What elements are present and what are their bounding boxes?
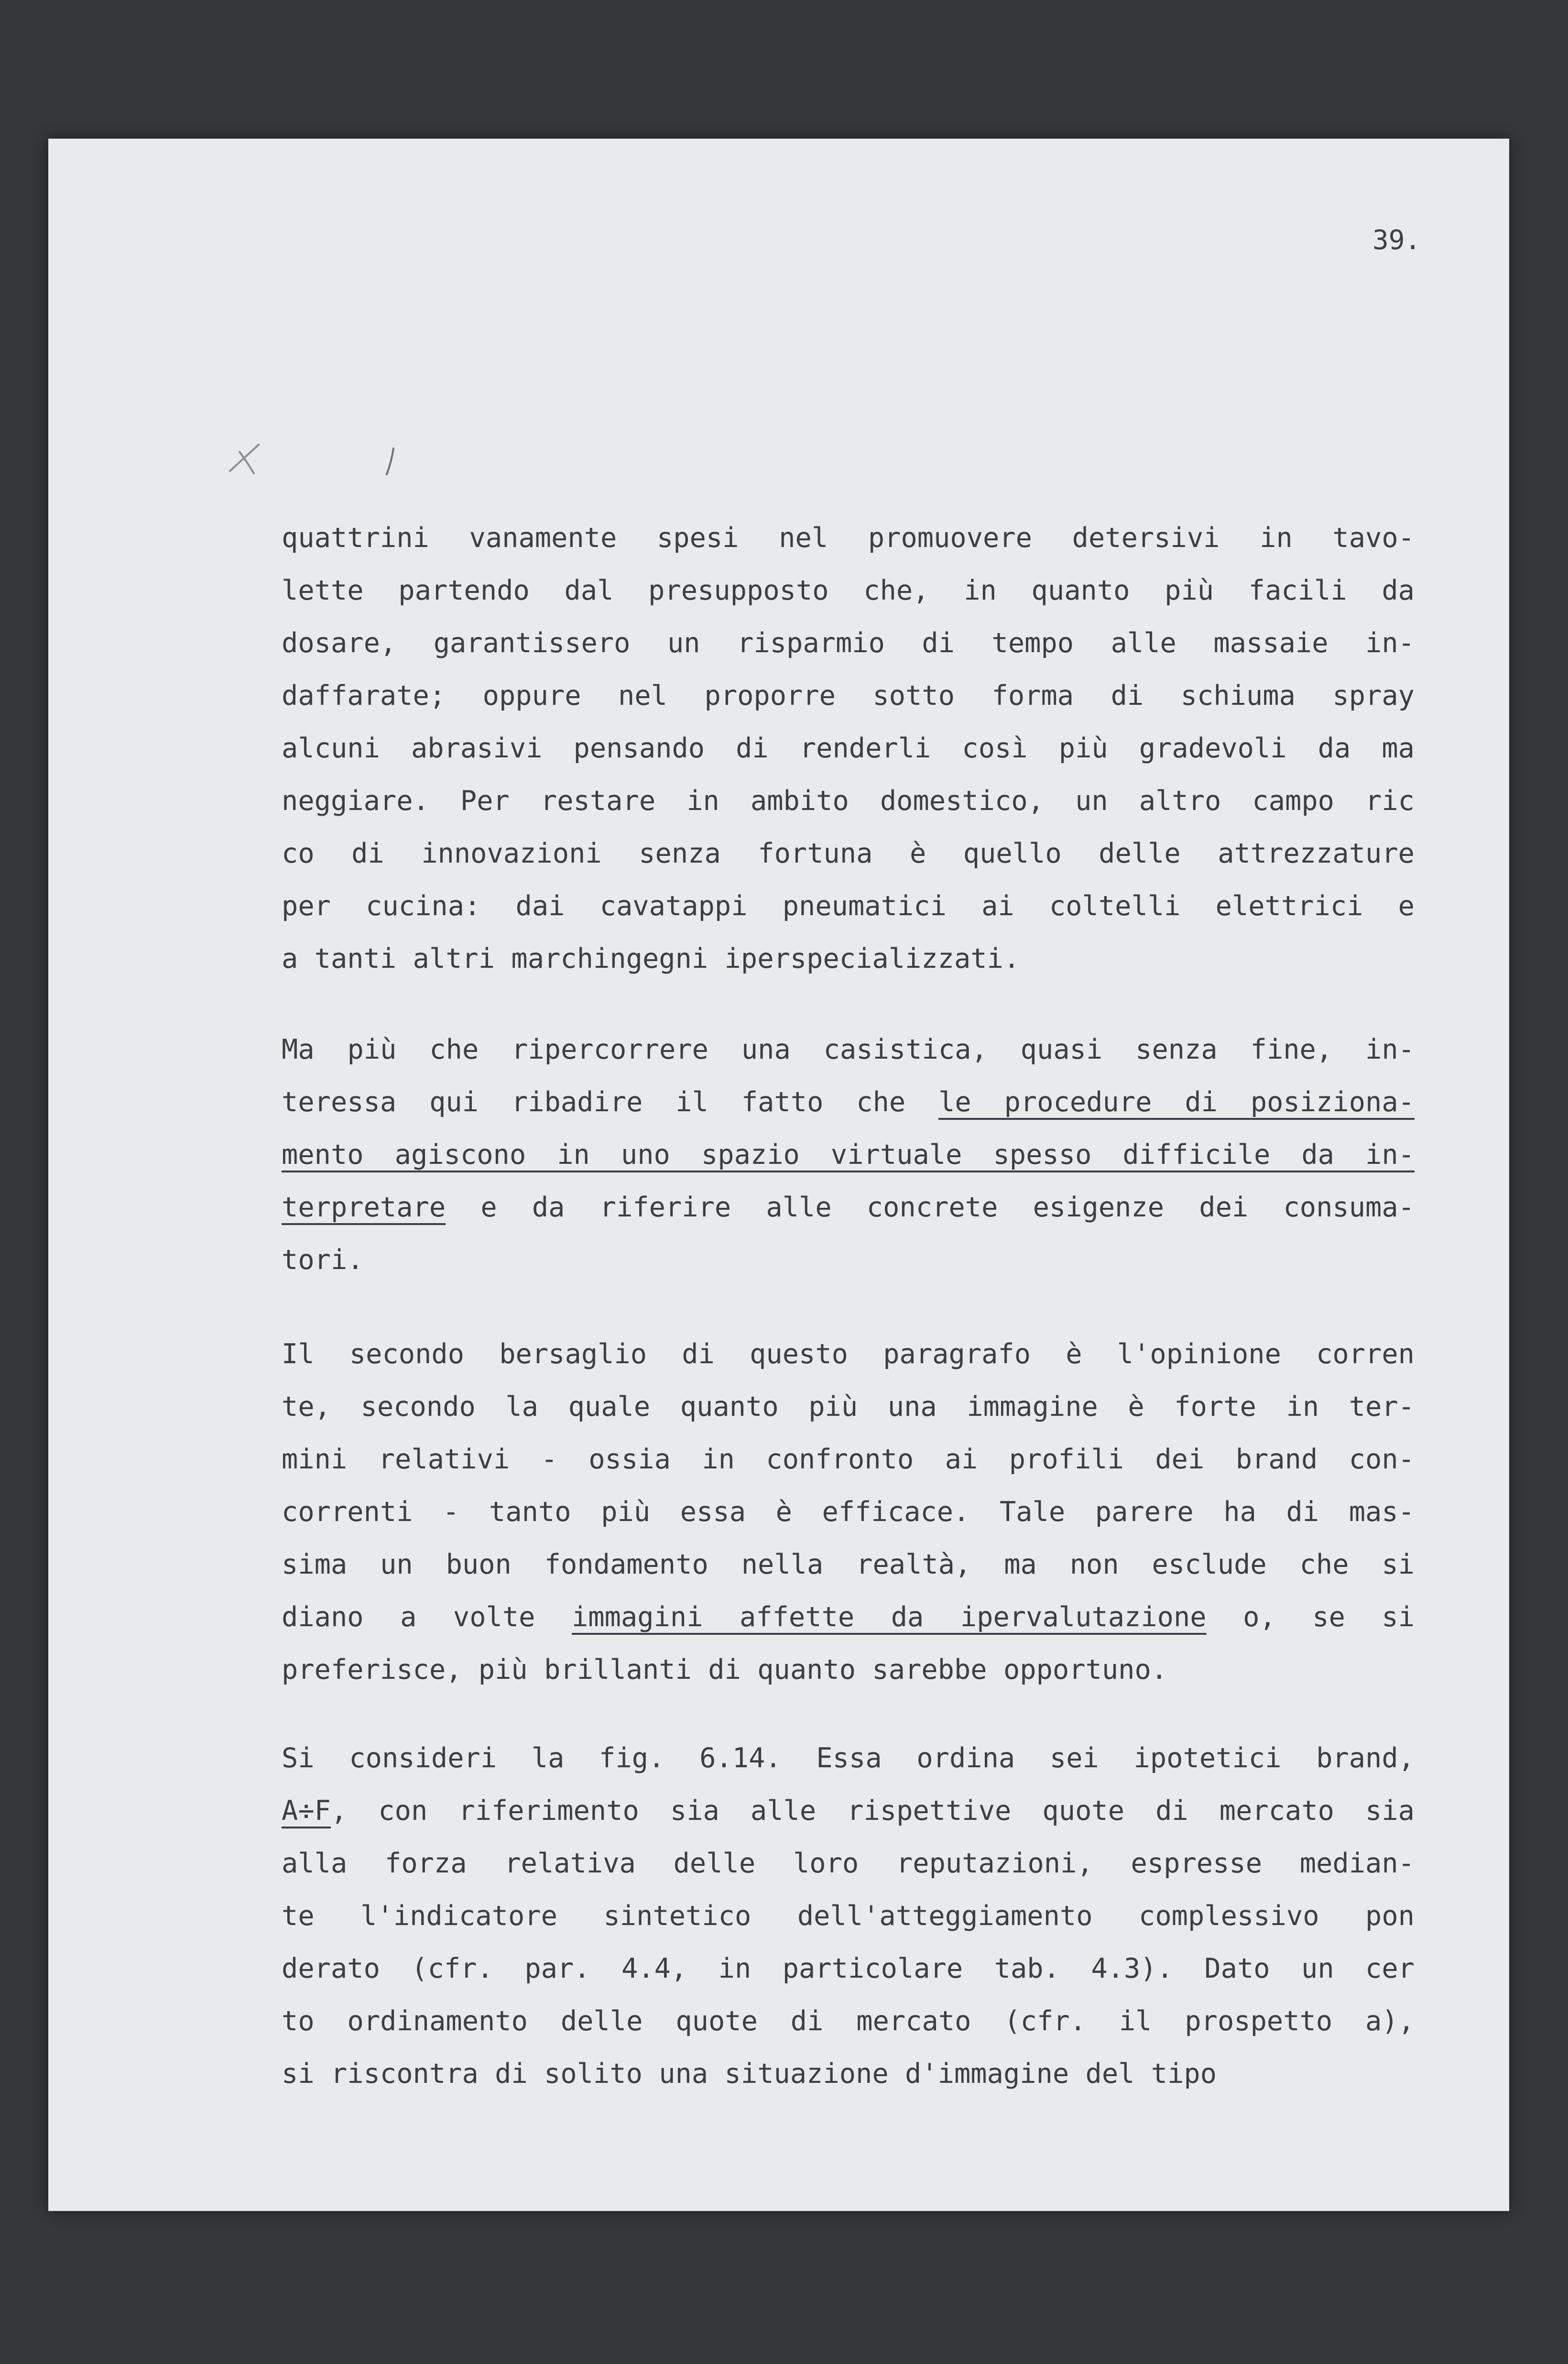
text-line: sima un buon fondamento nella realtà, ma non esclude che si — [282, 1549, 1415, 1580]
text-line — [282, 1076, 1415, 1128]
text-line: te l'indicatore sintetico dell'atteggiamento complessivo pon — [282, 1900, 1415, 1932]
paragraph-2 — [282, 1023, 1415, 1286]
text-line: neggiare. Per restare in ambito domestico, un altro campo ric — [282, 785, 1415, 817]
text-line — [282, 1181, 1415, 1234]
text-line: derato (cfr. par. 4.4, in particolare tab. 4.3). Dato un cer — [282, 1953, 1415, 1984]
text-line — [282, 1591, 1415, 1643]
text-line — [282, 1784, 1415, 1837]
text-line: quattrini vanamente spesi nel promuovere detersivi in tavo- — [282, 522, 1415, 554]
text-segment: o, se si — [1206, 1601, 1415, 1633]
text-line: Si consideri la fig. 6.14. Essa ordina sei ipotetici brand, — [282, 1742, 1415, 1774]
underlined-text: immagini affette da ipervalutazione — [571, 1601, 1207, 1633]
text-line: to ordinamento delle quote di mercato (cfr. il prospetto a), — [282, 2005, 1415, 2037]
underlined-text: le procedure di posiziona- — [938, 1086, 1415, 1118]
text-line: dosare, garantissero un risparmio di tempo alle massaie in- — [282, 627, 1415, 659]
pencil-comma-mark-icon — [383, 445, 397, 478]
text-segment: diano a volte — [282, 1601, 572, 1633]
text-segment: e da riferire alle concrete esigenze dei consuma- — [446, 1192, 1415, 1223]
page-number: 39. — [1372, 225, 1421, 256]
paragraph-4 — [282, 1732, 1415, 2100]
text-segment: teressa qui ribadire il fatto che — [282, 1086, 939, 1118]
text-line: lette partendo dal presupposto che, in quanto più facili da — [282, 575, 1415, 606]
underlined-text: mento agiscono in uno spazio virtuale spesso difficile da in- — [282, 1139, 1415, 1171]
text-line: per cucina: dai cavatappi pneumatici ai coltelli elettrici e — [282, 890, 1415, 922]
text-line: te, secondo la quale quanto più una immagine è forte in ter- — [282, 1391, 1415, 1423]
text-line: Il secondo bersaglio di questo paragrafo è l'opinione corren — [282, 1338, 1415, 1370]
text-line: correnti - tanto più essa è efficace. Tale parere ha di mas- — [282, 1496, 1415, 1528]
text-line: daffarate; oppure nel proporre sotto forma di schiuma spray — [282, 680, 1415, 711]
text-line: mini relativi - ossia in confronto ai profili dei brand con- — [282, 1444, 1415, 1475]
underlined-text: terpretare — [282, 1192, 446, 1223]
text-line: a tanti altri marchingegni iperspecializzati. — [282, 943, 1020, 974]
paragraph-1 — [282, 512, 1415, 985]
paragraph-3 — [282, 1328, 1415, 1696]
underlined-text: A÷F — [282, 1795, 331, 1827]
text-line: alcuni abrasivi pensando di renderli così più gradevoli da ma — [282, 733, 1415, 764]
text-line: Ma più che ripercorrere una casistica, quasi senza fine, in- — [282, 1034, 1415, 1065]
text-line: tori. — [282, 1244, 364, 1276]
pencil-x-mark-icon — [220, 435, 268, 483]
text-segment: , con riferimento sia alle rispettive quote di mercato sia — [330, 1795, 1415, 1827]
text-line: si riscontra di solito una situazione d'immagine del tipo — [282, 2058, 1217, 2090]
document-page — [48, 139, 1509, 2211]
text-line: alla forza relativa delle loro reputazioni, espresse median- — [282, 1848, 1415, 1879]
text-line: co di innovazioni senza fortuna è quello delle attrezzature — [282, 838, 1415, 869]
text-line — [282, 1128, 1415, 1181]
text-line: preferisce, più brillanti di quanto sarebbe opportuno. — [282, 1654, 1168, 1685]
